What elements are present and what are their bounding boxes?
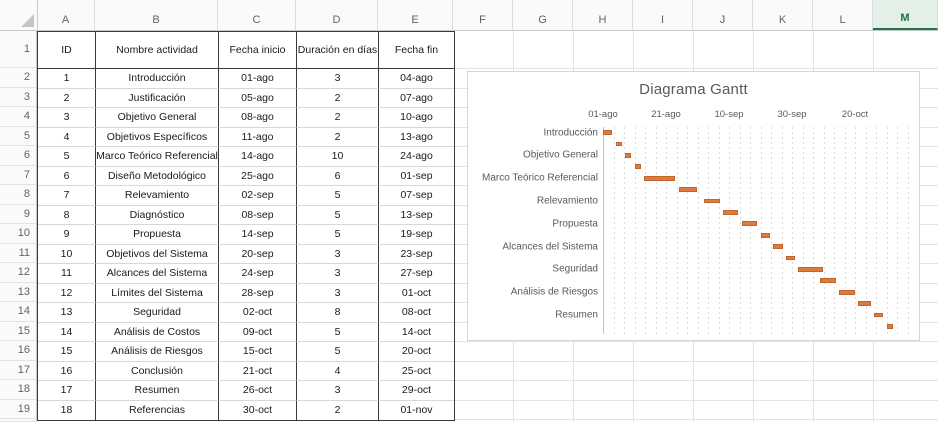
row-header-14[interactable] xyxy=(0,302,37,322)
x-axis-tick-label: 01-ago xyxy=(588,109,618,120)
table-cell[interactable]: 1 xyxy=(38,69,96,89)
table-cell[interactable]: Análisis de Riesgos xyxy=(96,342,219,362)
x-axis-tick-label: 21-ago xyxy=(651,109,681,120)
column-header-e[interactable] xyxy=(378,0,453,30)
minor-gridline xyxy=(656,127,657,334)
table-cell[interactable]: 5 xyxy=(38,147,96,167)
gantt-bar[interactable] xyxy=(723,210,739,215)
row-header-label: 8 xyxy=(23,188,30,201)
table-cell[interactable]: 5 xyxy=(297,342,379,362)
row-header-label: 11 xyxy=(18,246,30,259)
table-cell[interactable]: 27-sep xyxy=(379,264,454,284)
row-header-16[interactable] xyxy=(0,341,37,361)
row-header-label: 18 xyxy=(17,383,30,396)
table-cell[interactable]: 28-sep xyxy=(219,284,297,304)
column-header-f[interactable] xyxy=(453,0,513,30)
row-header-9[interactable] xyxy=(0,205,37,225)
column-header-j[interactable] xyxy=(693,0,753,30)
category-label: Análisis de Riesgos xyxy=(510,286,598,298)
column-header-c[interactable] xyxy=(218,0,296,30)
gantt-bar[interactable] xyxy=(773,244,782,249)
table-cell[interactable]: 18 xyxy=(38,401,96,421)
table-cell[interactable]: Diseño Metodológico xyxy=(96,167,219,187)
column-header-h[interactable] xyxy=(573,0,633,30)
table-cell[interactable]: 2 xyxy=(297,89,379,109)
table-cell[interactable]: 15-oct xyxy=(219,342,297,362)
gantt-bar[interactable] xyxy=(679,187,698,192)
table-cell[interactable]: 3 xyxy=(297,264,379,284)
table-cell[interactable]: 12 xyxy=(38,284,96,304)
column-header-band xyxy=(0,0,938,31)
table-cell[interactable]: 25-ago xyxy=(219,167,297,187)
table-cell[interactable]: 01-ago xyxy=(219,69,297,89)
gantt-bar[interactable] xyxy=(820,278,836,283)
gantt-bar[interactable] xyxy=(644,176,676,181)
table-cell[interactable]: Límites del Sistema xyxy=(96,284,219,304)
table-cell[interactable]: 08-sep xyxy=(219,206,297,226)
column-header-label: I xyxy=(660,14,665,26)
minor-gridline xyxy=(771,127,772,334)
table-cell[interactable]: 9 xyxy=(38,225,96,245)
minor-gridline xyxy=(855,127,856,334)
table-cell[interactable]: 15 xyxy=(38,342,96,362)
table-cell[interactable]: 01-oct xyxy=(379,284,454,304)
column-header-label: B xyxy=(152,14,160,26)
row-header-label: 13 xyxy=(17,285,30,298)
table-cell[interactable]: 4 xyxy=(38,128,96,148)
gantt-bar[interactable] xyxy=(858,301,871,306)
table-cell[interactable]: 04-ago xyxy=(379,69,454,89)
select-all-corner[interactable] xyxy=(0,0,38,31)
row-header-2[interactable] xyxy=(0,68,37,88)
column-header-label: D xyxy=(332,14,341,26)
column-header-label: H xyxy=(598,14,607,26)
table-cell[interactable]: 10 xyxy=(38,245,96,265)
minor-gridline xyxy=(845,127,846,334)
table-cell[interactable]: 26-oct xyxy=(219,381,297,401)
row-header-1[interactable] xyxy=(0,31,37,68)
minor-gridline xyxy=(698,127,699,334)
gantt-bar[interactable] xyxy=(839,290,855,295)
column-header-a[interactable] xyxy=(37,0,95,30)
minor-gridline xyxy=(782,127,783,334)
column-header-k[interactable] xyxy=(753,0,813,30)
table-cell[interactable]: 3 xyxy=(38,108,96,128)
table-cell[interactable]: Objetivo General xyxy=(96,108,219,128)
column-header-label: L xyxy=(839,14,846,26)
gantt-bar[interactable] xyxy=(798,267,823,272)
select-all-triangle-icon xyxy=(21,14,34,27)
table-cell[interactable]: Conclusión xyxy=(96,362,219,382)
row-header-7[interactable] xyxy=(0,166,37,186)
gantt-bar[interactable] xyxy=(616,142,622,147)
table-header-cell[interactable]: Duración en días xyxy=(297,32,379,69)
table-cell[interactable]: 17 xyxy=(38,381,96,401)
row-header-label: 7 xyxy=(23,168,30,181)
minor-gridline xyxy=(876,127,877,334)
table-cell[interactable]: Introducción xyxy=(96,69,219,89)
table-cell[interactable]: 5 xyxy=(297,225,379,245)
minor-gridline xyxy=(887,127,888,334)
minor-gridline xyxy=(677,127,678,334)
row-header-4[interactable] xyxy=(0,107,37,127)
category-label: Introducción xyxy=(543,127,598,139)
category-label: Marco Teórico Referencial xyxy=(482,172,598,184)
table-header-cell[interactable]: Fecha inicio xyxy=(219,32,297,69)
minor-gridline xyxy=(908,127,909,334)
category-label: Seguridad xyxy=(552,263,598,275)
minor-gridline xyxy=(687,127,688,334)
category-label: Propuesta xyxy=(552,218,598,230)
minor-gridline xyxy=(824,127,825,334)
table-cell[interactable]: 4 xyxy=(297,362,379,382)
minor-gridline xyxy=(897,127,898,334)
gantt-chart[interactable] xyxy=(467,71,920,341)
column-header-label: G xyxy=(538,14,547,26)
minor-gridline xyxy=(635,127,636,334)
minor-gridline xyxy=(750,127,751,334)
row-header-label: 1 xyxy=(23,43,30,55)
table-cell[interactable]: Marco Teórico Referencial xyxy=(96,147,219,167)
row-header-label: 12 xyxy=(17,266,30,279)
minor-gridline xyxy=(740,127,741,334)
column-header-d[interactable] xyxy=(296,0,378,30)
table-cell[interactable]: Objetivos del Sistema xyxy=(96,245,219,265)
table-cell[interactable]: 02-sep xyxy=(219,186,297,206)
row-header-label: 5 xyxy=(23,129,30,142)
table-cell[interactable]: Diagnóstico xyxy=(96,206,219,226)
column-header-label: F xyxy=(479,14,486,26)
table-cell[interactable]: 30-oct xyxy=(219,401,297,421)
table-cell[interactable]: Alcances del Sistema xyxy=(96,264,219,284)
table-cell[interactable]: 6 xyxy=(38,167,96,187)
table-cell[interactable]: 5 xyxy=(297,206,379,226)
table-cell[interactable]: 24-ago xyxy=(379,147,454,167)
row-header-6[interactable] xyxy=(0,146,37,166)
minor-gridline xyxy=(624,127,625,334)
minor-gridline xyxy=(708,127,709,334)
row-header-18[interactable] xyxy=(0,380,37,400)
table-cell[interactable]: 25-oct xyxy=(379,362,454,382)
table-cell[interactable]: 11 xyxy=(38,264,96,284)
minor-gridline xyxy=(729,127,730,334)
minor-gridline xyxy=(645,127,646,334)
table-cell[interactable]: 01-sep xyxy=(379,167,454,187)
table-cell[interactable]: 14-sep xyxy=(219,225,297,245)
gantt-bar[interactable] xyxy=(874,313,883,318)
table-cell[interactable]: 8 xyxy=(38,206,96,226)
column-header-label: K xyxy=(778,14,787,26)
row-header-11[interactable] xyxy=(0,244,37,264)
table-cell[interactable]: 13-sep xyxy=(379,206,454,226)
table-cell[interactable]: 5 xyxy=(297,186,379,206)
category-label: Resumen xyxy=(555,309,598,321)
table-cell[interactable]: 6 xyxy=(297,167,379,187)
table-cell[interactable]: 5 xyxy=(297,323,379,343)
row-header-15[interactable] xyxy=(0,322,37,342)
table-header-cell[interactable]: Nombre actividad xyxy=(96,32,219,69)
table-cell[interactable]: 19-sep xyxy=(379,225,454,245)
table-cell[interactable]: Análisis de Costos xyxy=(96,323,219,343)
x-axis-tick-label: 10-sep xyxy=(714,109,744,120)
category-label: Relevamiento xyxy=(536,195,598,207)
column-header-label: E xyxy=(411,14,419,26)
table-cell[interactable]: 3 xyxy=(297,69,379,89)
row-header-19[interactable] xyxy=(0,400,37,420)
table-cell[interactable]: 11-ago xyxy=(219,128,297,148)
table-cell[interactable]: 3 xyxy=(297,284,379,304)
column-header-m[interactable] xyxy=(873,0,938,30)
gantt-bar[interactable] xyxy=(887,324,893,329)
table-cell[interactable]: 14-ago xyxy=(219,147,297,167)
row-header-13[interactable] xyxy=(0,283,37,303)
table-cell[interactable]: 2 xyxy=(297,108,379,128)
minor-gridline xyxy=(813,127,814,334)
table-cell[interactable]: Justificación xyxy=(96,89,219,109)
column-header-label: M xyxy=(900,12,910,24)
table-cell[interactable]: Objetivos Específicos xyxy=(96,128,219,148)
table-cell[interactable]: 05-ago xyxy=(219,89,297,109)
table-cell[interactable]: 10-ago xyxy=(379,108,454,128)
gantt-bar[interactable] xyxy=(625,153,631,158)
row-header-label: 19 xyxy=(17,402,30,415)
row-header-label: 4 xyxy=(23,110,30,123)
table-cell[interactable]: 10 xyxy=(297,147,379,167)
table-cell[interactable]: 14 xyxy=(38,323,96,343)
table-cell[interactable]: 7 xyxy=(38,186,96,206)
column-header-b[interactable] xyxy=(95,0,218,30)
table-cell[interactable]: 2 xyxy=(38,89,96,109)
minor-gridline xyxy=(719,127,720,334)
table-cell[interactable]: Propuesta xyxy=(96,225,219,245)
table-cell[interactable]: 24-sep xyxy=(219,264,297,284)
minor-gridline xyxy=(614,127,615,334)
row-header-17[interactable] xyxy=(0,361,37,381)
row-header-label: 9 xyxy=(23,207,30,220)
activities-table xyxy=(37,31,455,421)
table-cell[interactable]: 09-oct xyxy=(219,323,297,343)
category-label: Objetivo General xyxy=(522,149,598,161)
table-cell[interactable]: 08-oct xyxy=(379,303,454,323)
column-header-l[interactable] xyxy=(813,0,873,30)
column-header-label: J xyxy=(719,14,726,26)
gantt-bar[interactable] xyxy=(761,233,770,238)
minor-gridline xyxy=(792,127,793,334)
row-header-label: 14 xyxy=(17,305,30,318)
table-cell[interactable]: 20-oct xyxy=(379,342,454,362)
minor-gridline xyxy=(761,127,762,334)
row-header-12[interactable] xyxy=(0,263,37,283)
x-axis-tick-label: 20-oct xyxy=(841,109,869,120)
table-cell[interactable]: 13-ago xyxy=(379,128,454,148)
column-header-label: C xyxy=(252,14,261,26)
table-cell[interactable]: 02-oct xyxy=(219,303,297,323)
gantt-bar[interactable] xyxy=(635,164,641,169)
gantt-bar[interactable] xyxy=(742,221,758,226)
column-header-g[interactable] xyxy=(513,0,573,30)
table-cell[interactable]: 23-sep xyxy=(379,245,454,265)
row-header-label: 16 xyxy=(17,344,30,357)
row-header-10[interactable] xyxy=(0,224,37,244)
table-cell[interactable]: 3 xyxy=(297,381,379,401)
row-header-label: 6 xyxy=(23,149,30,162)
table-cell[interactable]: 08-ago xyxy=(219,108,297,128)
row-header-label: 3 xyxy=(23,90,30,103)
table-cell[interactable]: 16 xyxy=(38,362,96,382)
table-cell[interactable]: Seguridad xyxy=(96,303,219,323)
row-header-3[interactable] xyxy=(0,88,37,108)
table-cell[interactable]: Referencias xyxy=(96,401,219,421)
table-cell[interactable]: 07-ago xyxy=(379,89,454,109)
gantt-bar[interactable] xyxy=(704,199,720,204)
minor-gridline xyxy=(666,127,667,334)
column-header-label: A xyxy=(61,14,70,26)
x-axis-tick-label: 30-sep xyxy=(777,109,807,120)
gantt-bar[interactable] xyxy=(603,130,612,135)
table-cell[interactable]: 01-nov xyxy=(400,404,433,417)
table-cell[interactable]: 07-sep xyxy=(379,186,454,206)
table-cell[interactable]: 13 xyxy=(38,303,96,323)
table-cell[interactable]: 2 xyxy=(297,128,379,148)
minor-gridline xyxy=(803,127,804,334)
row-header-8[interactable] xyxy=(0,185,37,205)
table-cell[interactable]: Relevamiento xyxy=(96,186,219,206)
table-cell[interactable]: 8 xyxy=(297,303,379,323)
row-header-label: 17 xyxy=(17,363,30,376)
chart-title: Diagrama Gantt xyxy=(639,81,748,98)
table-cell[interactable]: 2 xyxy=(297,401,379,421)
table-cell[interactable]: 21-oct xyxy=(219,362,297,382)
gantt-bar[interactable] xyxy=(786,256,795,261)
table-cell[interactable]: 20-sep xyxy=(219,245,297,265)
row-header-label: 15 xyxy=(17,324,30,337)
table-cell[interactable]: Resumen xyxy=(96,381,219,401)
column-header-i[interactable] xyxy=(633,0,693,30)
table-header-cell[interactable]: Fecha fin xyxy=(379,32,454,69)
row-header-label: 2 xyxy=(23,71,30,84)
table-cell[interactable]: 3 xyxy=(297,245,379,265)
table-header-cell[interactable]: ID xyxy=(38,32,96,69)
table-cell[interactable]: 29-oct xyxy=(379,381,454,401)
table-cell[interactable]: 14-oct xyxy=(379,323,454,343)
category-label: Alcances del Sistema xyxy=(502,241,598,253)
row-header-5[interactable] xyxy=(0,127,37,147)
minor-gridline xyxy=(834,127,835,334)
row-header-label: 10 xyxy=(17,227,30,240)
category-axis-line xyxy=(603,127,604,334)
